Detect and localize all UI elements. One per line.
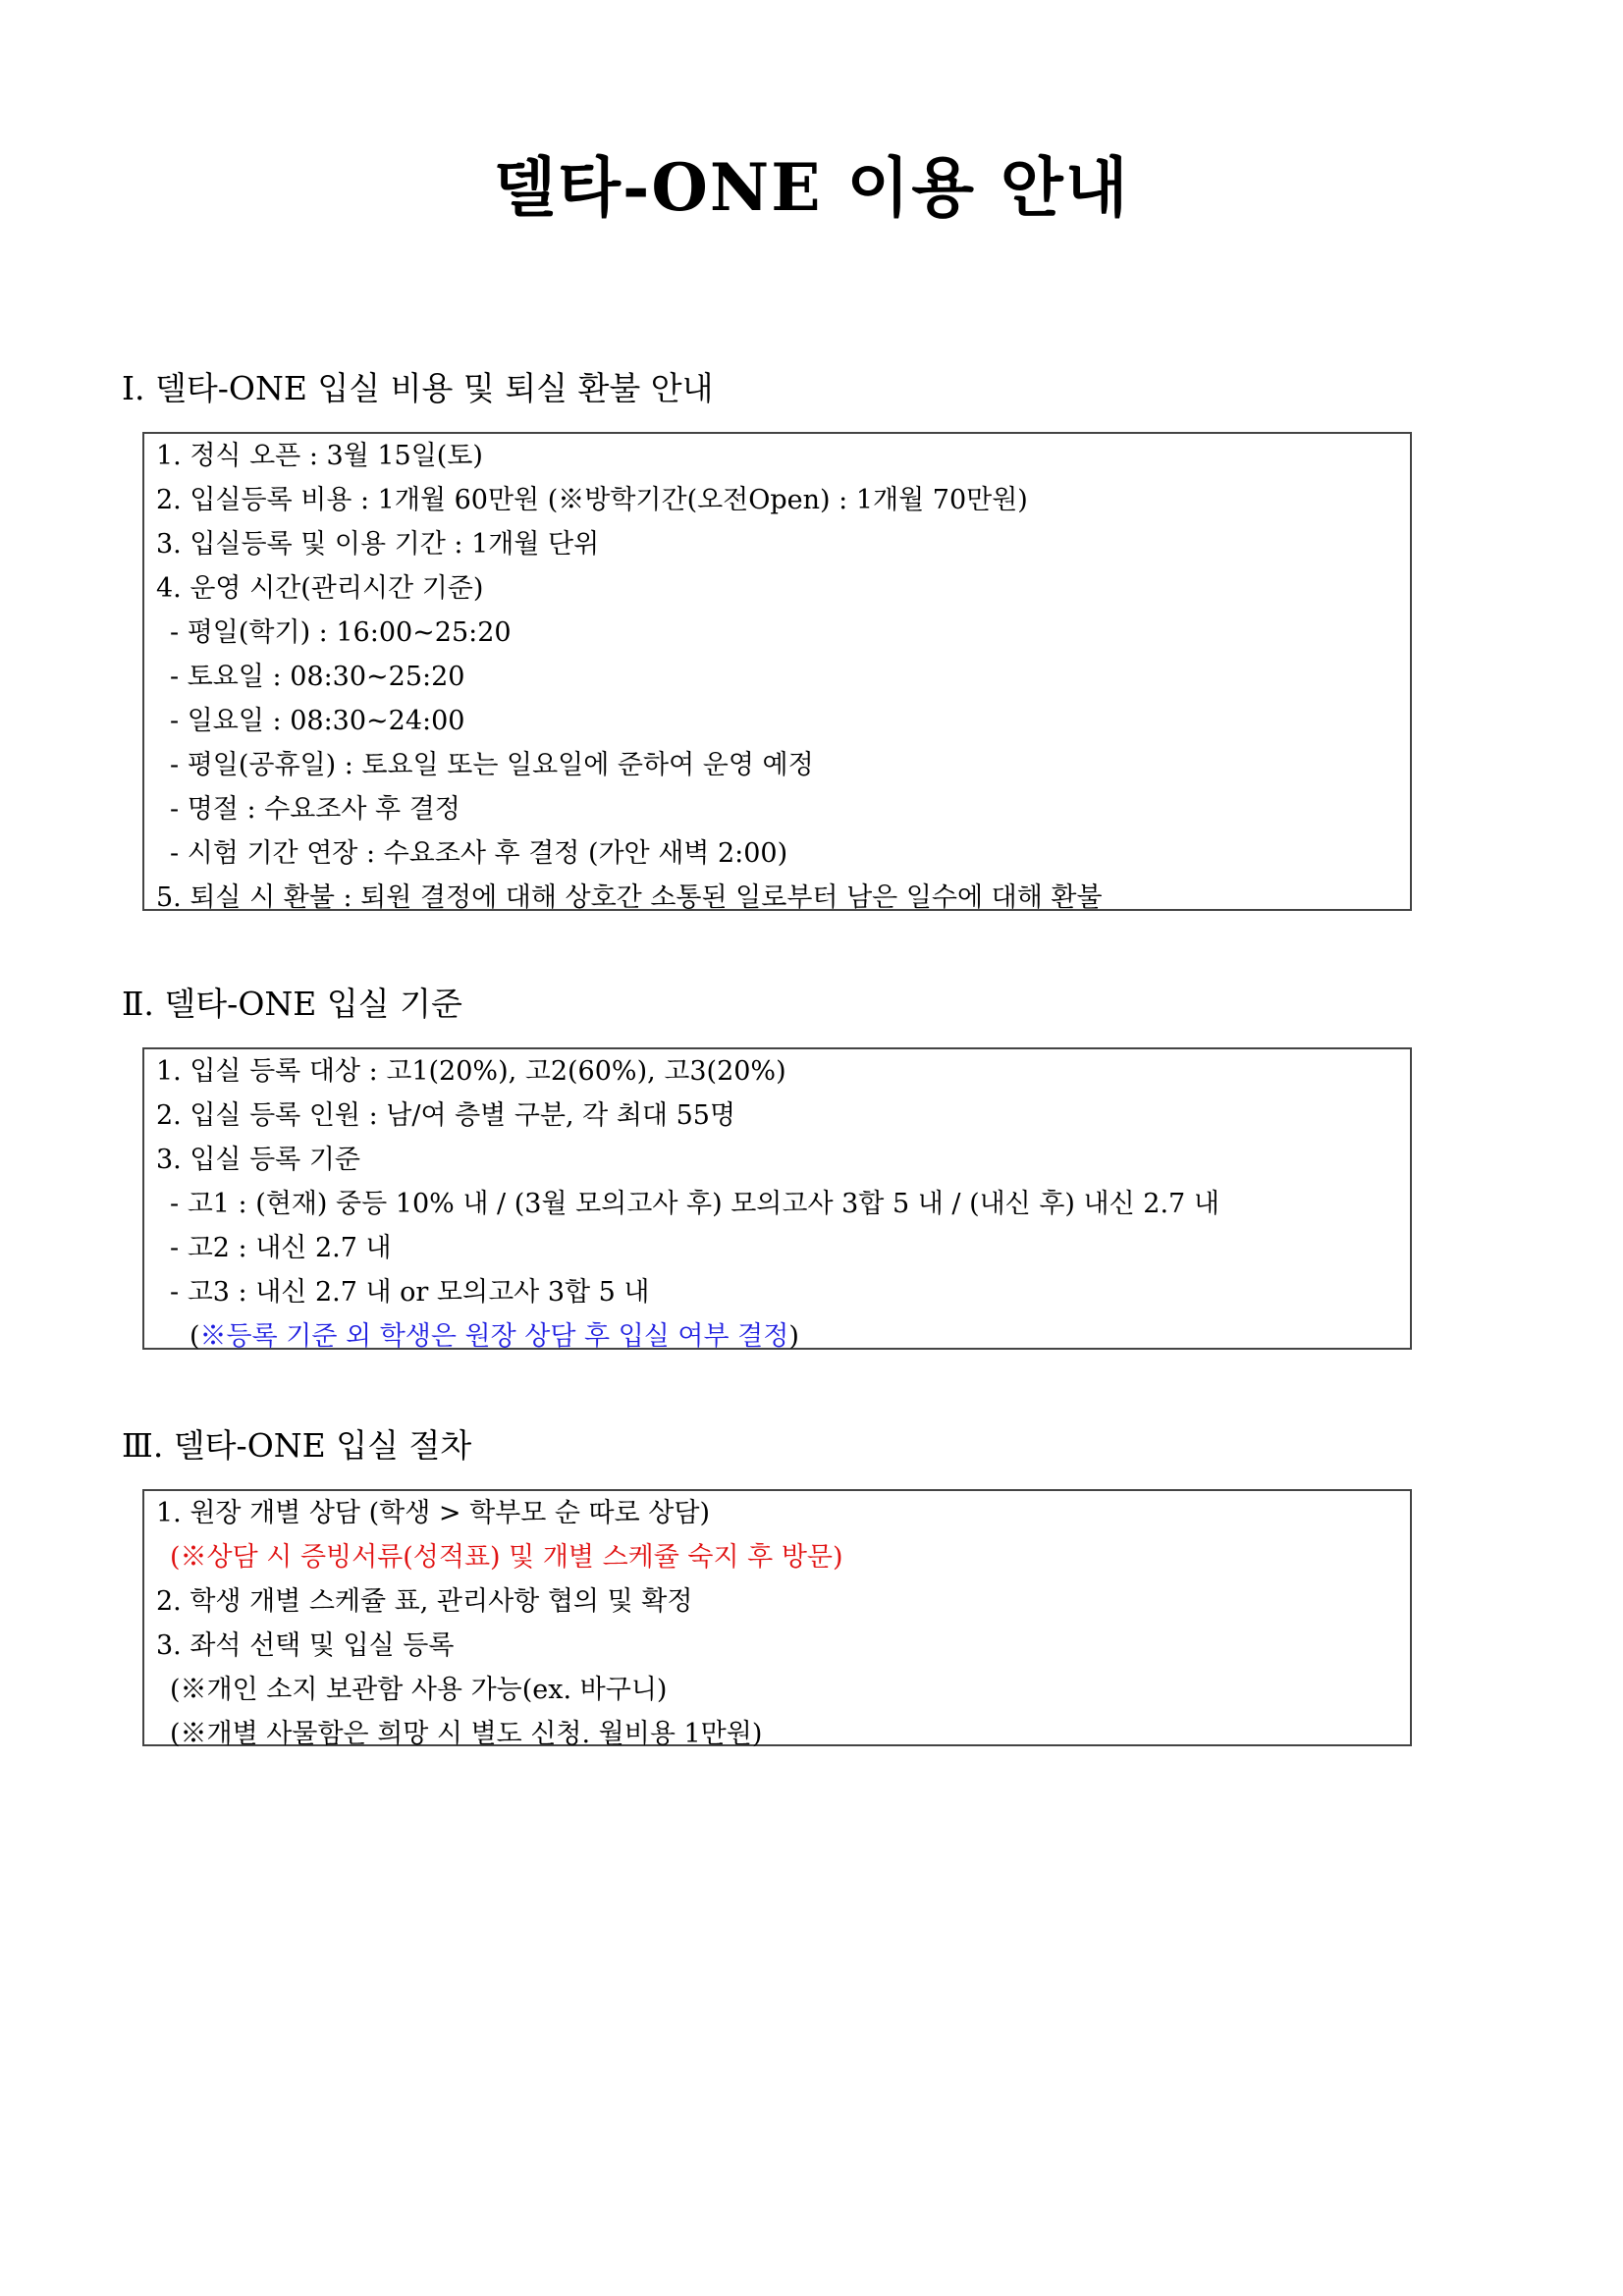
section-3-note: (※개인 소지 보관함 사용 가능(ex. 바구니) [170,1675,668,1705]
section-2-note [156,1314,1398,1359]
section-1-subline: - 명절 : 수요조사 후 결정 [170,794,460,825]
section-1-subline: - 토요일 : 08:30~25:20 [170,662,465,692]
section-1-line: 2. 입실등록 비용 : 1개월 60만원 (※방학기간(오전Open) : 1개월 70만원) [156,485,1028,515]
section-3-note: (※개별 사물함은 희망 시 별도 신청. 월비용 1만원) [170,1719,763,1749]
section-3-line: 2. 학생 개별 스케쥴 표, 관리사항 협의 및 확정 [156,1586,693,1617]
section-2-line: 2. 입실 등록 인원 : 남/여 층별 구분, 각 최대 55명 [156,1100,736,1131]
section-1-subline: - 시험 기간 연장 : 수요조사 후 결정 (가안 새벽 2:00) [170,838,788,869]
section-1-box [142,432,1412,911]
section-1-subline: - 일요일 : 08:30~24:00 [170,706,465,736]
page-title: 델타-ONE 이용 안내 [493,149,1130,226]
section-2-heading: Ⅱ. 델타-ONE 입실 기준 [122,985,462,1023]
note-paren-open: ( [189,1321,200,1352]
section-2-box [142,1047,1412,1350]
section-1-line: 3. 입실등록 및 이용 기간 : 1개월 단위 [156,529,600,560]
section-1-heading: Ⅰ. 델타-ONE 입실 비용 및 퇴실 환불 안내 [122,369,714,407]
section-2-note-text: ※등록 기준 외 학생은 원장 상담 후 입실 여부 결정 [199,1321,789,1352]
section-2-subline: - 고1 : (현재) 중등 10% 내 / (3월 모의고사 후) 모의고사 3합 5 내 / (내신 후) 내신 2.7 내 [170,1189,1219,1219]
section-3-line: 3. 좌석 선택 및 입실 등록 [156,1630,455,1661]
section-1-subline: - 평일(공휴일) : 토요일 또는 일요일에 준하여 운영 예정 [170,750,814,780]
section-2-subline: - 고2 : 내신 2.7 내 [170,1233,392,1263]
section-2-subline: - 고3 : 내신 2.7 내 or 모의고사 3합 5 내 [170,1277,650,1308]
section-3-line: 1. 원장 개별 상담 (학생 > 학부모 순 따로 상담) [156,1498,711,1528]
section-1-line: 5. 퇴실 시 환불 : 퇴원 결정에 대해 상호간 소통된 일로부터 남은 일수에 대해 환불 [156,882,1103,913]
section-1-line: 1. 정식 오픈 : 3월 15일(토) [156,441,483,471]
section-3-box [142,1489,1412,1749]
section-1-line: 4. 운영 시간(관리시간 기준) [156,573,484,604]
section-3-note: (※상담 시 증빙서류(성적표) 및 개별 스케쥴 숙지 후 방문) [170,1542,843,1573]
section-3-heading: Ⅲ. 델타-ONE 입실 절차 [122,1426,472,1465]
section-1-subline: - 평일(학기) : 16:00~25:20 [170,617,512,648]
section-2-line: 3. 입실 등록 기준 [156,1145,361,1175]
section-2-line: 1. 입실 등록 대상 : 고1(20%), 고2(60%), 고3(20%) [156,1056,786,1087]
note-paren-close: ) [788,1321,799,1352]
